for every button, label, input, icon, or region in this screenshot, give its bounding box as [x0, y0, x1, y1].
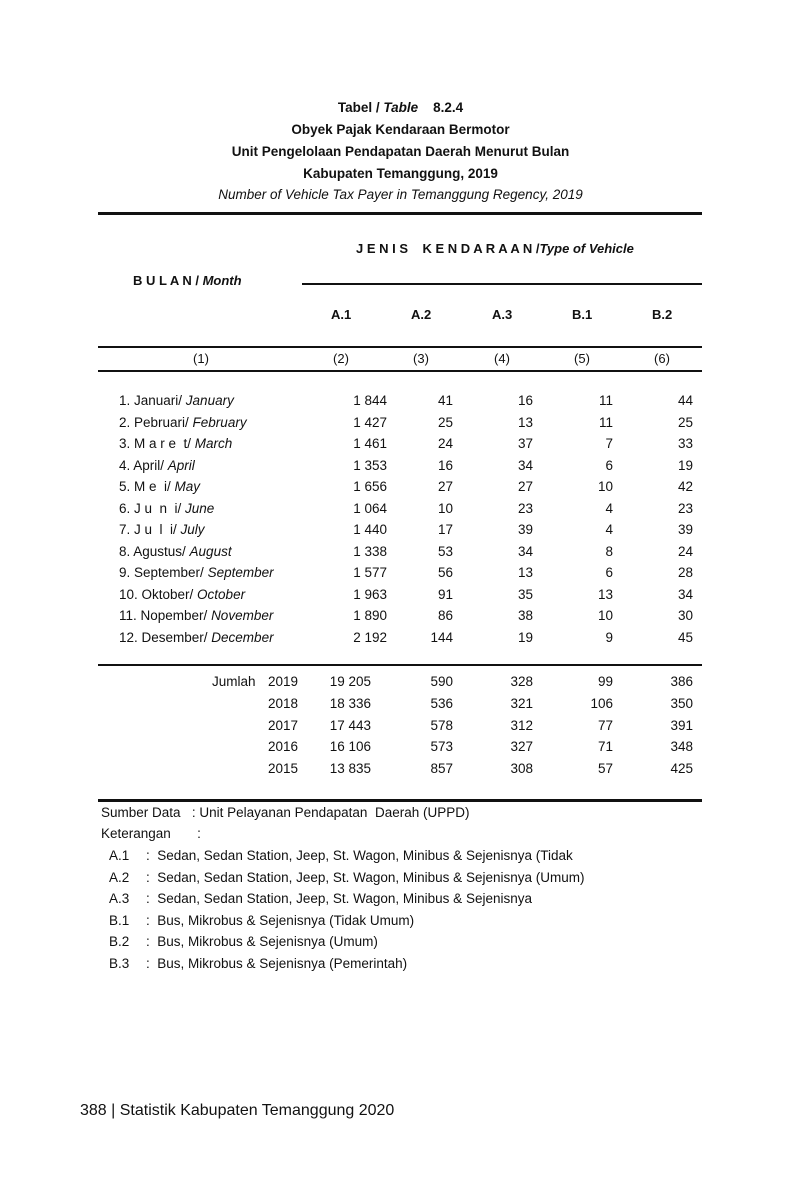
table-cell: 11 [598, 414, 613, 430]
total-year: 2015 [268, 761, 299, 777]
row-label-en: September [207, 565, 274, 580]
table-cell: 44 [677, 393, 693, 408]
table-cell: 17 [437, 522, 453, 537]
table-title-english: Number of Vehicle Tax Payer in Temanggung Regency, 2019 [218, 187, 583, 202]
legend-text: : Bus, Mikrobus & Sejenisnya (Umum) [146, 934, 378, 949]
total-cell: 857 [430, 761, 453, 777]
table-cell: 7 [605, 436, 613, 451]
table-cell: 34 [677, 586, 693, 602]
column-header-a1: A.1 [331, 307, 352, 322]
column-number-5: (5) [574, 351, 590, 366]
total-cell: 312 [510, 717, 533, 733]
source-label: Sumber Data [101, 805, 181, 820]
legend-line [101, 826, 201, 841]
table-cell: 13 [517, 565, 533, 580]
row-label [119, 436, 232, 451]
bottom-rule [98, 799, 702, 802]
column-header-b1: B.1 [572, 307, 593, 322]
table-cell: 11 [598, 393, 613, 408]
column-header-b2: B.2 [652, 307, 673, 322]
legend-text: : Bus, Mikrobus & Sejenisnya (Pemerintah) [146, 955, 408, 971]
row-label-en: April [167, 457, 195, 473]
row-label-id: 10. Oktober/ [119, 586, 198, 602]
row-label-en: December [211, 629, 274, 645]
table-cell: 24 [677, 543, 693, 559]
table-cell: 27 [517, 479, 533, 494]
table-cell: 8 [605, 543, 613, 559]
table-cell: 35 [517, 586, 533, 602]
table-cell: 13 [597, 586, 613, 602]
table-cell: 1 338 [353, 543, 387, 559]
table-cell: 4 [605, 522, 613, 537]
total-cell: 578 [430, 717, 453, 733]
row-label [119, 458, 195, 473]
legend-text: : Sedan, Sedan Station, Jeep, St. Wagon, Minibus & Sejenisnya (Umum) [146, 869, 585, 885]
table-cell: 19 [677, 457, 693, 473]
table-cell: 41 [437, 393, 453, 408]
table-cell: 56 [437, 565, 453, 580]
table-cell: 34 [517, 543, 533, 559]
total-cell: 57 [597, 761, 613, 777]
table-title-line2: Obyek Pajak Kendaraan Bermotor [291, 122, 510, 137]
table-cell: 91 [437, 586, 453, 602]
table-cell: 39 [517, 522, 533, 537]
row-label [119, 393, 234, 408]
total-cell: 13 835 [329, 761, 371, 777]
table-cell: 37 [517, 436, 533, 451]
total-year: 2018 [268, 695, 299, 711]
row-label-id: 9. September/ [119, 565, 208, 580]
total-cell: 536 [430, 695, 453, 711]
table-cell: 1 440 [353, 522, 387, 537]
table-cell: 1 427 [353, 414, 387, 430]
row-label [119, 544, 232, 559]
table-cell: 1 963 [353, 586, 387, 602]
source-value: : Unit Pelayanan Pendapatan Daerah (UPPD) [191, 805, 470, 820]
legend-code: A.1 [109, 848, 130, 863]
total-cell: 308 [510, 761, 533, 777]
total-cell: 391 [670, 717, 693, 733]
table-cell: 28 [677, 565, 693, 580]
row-label-id: 6. J u n i/ [119, 500, 186, 516]
row-label-en: June [185, 500, 215, 516]
table-cell: 2 192 [353, 629, 387, 645]
legend-text: : Sedan, Sedan Station, Jeep, St. Wagon, Minibus & Sejenisnya [146, 891, 532, 906]
table-cell: 33 [677, 436, 693, 451]
table-cell: 34 [517, 457, 533, 473]
row-label [119, 630, 274, 645]
total-year: 2016 [268, 739, 299, 755]
total-year: 2019 [268, 674, 299, 689]
table-cell: 1 656 [353, 479, 387, 494]
row-label-id: 12. Desember/ [119, 629, 212, 645]
table-title-line3: Unit Pengelolaan Pendapatan Daerah Menurut Bulan [231, 144, 570, 159]
legend-label: Keterangan [101, 826, 171, 841]
row-label-en: October [197, 586, 246, 602]
legend-code: B.1 [109, 912, 130, 928]
column-header-a2: A.2 [411, 307, 432, 322]
legend-text: : Bus, Mikrobus & Sejenisnya (Tidak Umum) [146, 912, 415, 928]
total-cell: 573 [430, 739, 453, 755]
legend-code: A.2 [109, 869, 130, 885]
row-label-en: November [211, 608, 274, 623]
table-number-italic: Table [383, 100, 419, 115]
table-cell: 19 [517, 629, 533, 645]
table-number-prefix: Tabel / [337, 100, 384, 115]
legend-text: : Sedan, Sedan Station, Jeep, St. Wagon, Minibus & Sejenisnya (Tidak [146, 848, 573, 863]
table-cell: 13 [517, 414, 533, 430]
table-cell: 39 [677, 522, 693, 537]
row-label-id: 11. Nopember/ [119, 608, 212, 623]
table-cell: 1 461 [353, 436, 387, 451]
page-footer: 388 | Statistik Kabupaten Temanggung 2020 [80, 1102, 395, 1119]
column-number-2: (2) [333, 351, 349, 366]
legend-code: A.3 [109, 891, 130, 906]
total-cell: 386 [670, 674, 693, 689]
total-cell: 71 [597, 739, 613, 755]
row-label-en: August [189, 543, 232, 559]
table-cell: 9 [605, 629, 613, 645]
row-label [119, 608, 273, 623]
month-header [133, 273, 242, 288]
table-cell: 45 [677, 629, 693, 645]
row-label [119, 522, 205, 537]
table-cell: 10 [597, 479, 613, 494]
table-cell: 23 [677, 500, 693, 516]
row-label [119, 565, 274, 580]
table-cell: 1 844 [353, 393, 387, 408]
table-cell: 10 [597, 608, 613, 623]
total-cell: 99 [597, 674, 613, 689]
table-cell: 25 [677, 414, 693, 430]
header-rule [98, 346, 702, 348]
row-label-en: February [192, 414, 247, 430]
row-label [119, 587, 245, 602]
row-label [119, 501, 214, 516]
column-number-rule [98, 370, 702, 372]
table-cell: 30 [677, 608, 693, 623]
legend-code: B.2 [109, 934, 130, 949]
total-cell: 425 [670, 761, 693, 777]
table-cell: 6 [605, 565, 613, 580]
total-cell: 321 [510, 695, 533, 711]
total-cell: 328 [510, 674, 533, 689]
table-cell: 16 [437, 457, 453, 473]
table-cell: 1 064 [353, 500, 387, 516]
table-cell: 24 [437, 436, 453, 451]
total-year: 2017 [268, 717, 299, 733]
table-cell: 25 [437, 414, 453, 430]
table-title-line4: Kabupaten Temanggung, 2019 [303, 166, 498, 181]
table-number-value: 8.2.4 [433, 100, 464, 115]
vehicle-type-header-id: J E N I S K E N D A R A A N / [356, 241, 540, 256]
vehicle-type-header [356, 241, 634, 256]
row-label [119, 479, 200, 494]
column-number-3: (3) [413, 351, 429, 366]
table-cell: 38 [517, 608, 533, 623]
vehicle-header-rule [302, 283, 702, 285]
total-cell: 18 336 [329, 695, 371, 711]
legend-colon: : [197, 826, 201, 841]
table-cell: 1 353 [353, 457, 387, 473]
row-label-en: May [174, 479, 201, 494]
total-cell: 590 [430, 674, 453, 689]
total-cell: 16 106 [329, 739, 371, 755]
table-cell: 144 [430, 629, 453, 645]
table-cell: 10 [437, 500, 453, 516]
table-cell: 86 [437, 608, 453, 623]
total-cell: 17 443 [329, 717, 371, 733]
total-label: Jumlah [212, 674, 256, 689]
table-cell: 27 [437, 479, 453, 494]
table-cell: 1 890 [353, 608, 387, 623]
table-cell: 23 [517, 500, 533, 516]
table-cell: 4 [605, 500, 613, 516]
table-number [0, 100, 801, 115]
month-header-en: Month [202, 273, 242, 288]
row-label-id: 1. Januari/ [119, 393, 186, 408]
top-rule [98, 212, 702, 215]
table-cell: 53 [437, 543, 453, 559]
legend-code: B.3 [109, 955, 130, 971]
total-cell: 348 [670, 739, 693, 755]
row-label-id: 7. J u l i/ [119, 522, 181, 537]
row-label [119, 415, 247, 430]
month-header-id: B U L A N / [133, 273, 199, 288]
total-cell: 77 [597, 717, 613, 733]
row-label-en: January [185, 393, 234, 408]
row-label-id: 8. Agustus/ [119, 543, 190, 559]
table-cell: 1 577 [353, 565, 387, 580]
total-cell: 327 [510, 739, 533, 755]
column-header-a3: A.3 [492, 307, 513, 322]
totals-rule [98, 664, 702, 666]
vehicle-type-header-en: Type of Vehicle [539, 241, 634, 256]
row-label-id: 2. Pebruari/ [119, 414, 193, 430]
column-number-4: (4) [494, 351, 510, 366]
total-cell: 19 205 [329, 674, 371, 689]
table-cell: 6 [605, 457, 613, 473]
table-cell: 16 [517, 393, 533, 408]
total-cell: 106 [590, 695, 613, 711]
row-label-id: 5. M e i/ [119, 479, 175, 494]
total-cell: 350 [670, 695, 693, 711]
column-number-1: (1) [193, 351, 209, 366]
row-label-id: 3. M a r e t/ [119, 436, 195, 451]
row-label-en: March [194, 436, 233, 451]
row-label-id: 4. April/ [119, 457, 168, 473]
column-number-6: (6) [654, 351, 670, 366]
table-cell: 42 [677, 479, 693, 494]
row-label-en: July [180, 522, 205, 537]
source-line [101, 805, 469, 820]
